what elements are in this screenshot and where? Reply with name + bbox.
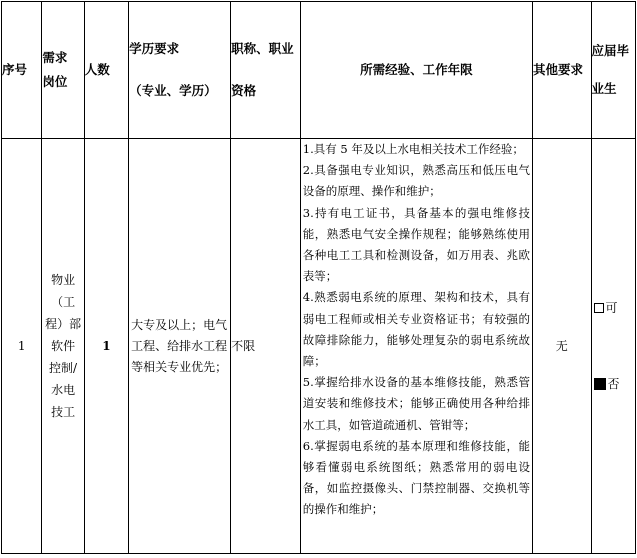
job-requirements-table — [1, 1, 636, 554]
header-count: 人数 — [84, 2, 128, 139]
graduate-option-no[interactable]: 否 — [592, 372, 635, 396]
row-position: 物业 （工 程）部 软件 控制/ 水电 技工 — [42, 139, 84, 554]
header-experience: 所需经验、工作年限 — [300, 2, 532, 139]
checkbox-unchecked-icon[interactable] — [594, 303, 604, 313]
row-graduate — [591, 139, 635, 554]
header-position: 需求 岗位 — [42, 2, 84, 139]
row-other: 无 — [532, 139, 591, 554]
row-count: 1 — [84, 139, 128, 554]
checkbox-checked-icon[interactable] — [594, 378, 606, 390]
experience-item: 4.熟悉弱电系统的原理、架构和技术，具有弱电工程师或相关专业资格证书；有较强的故障排除能力，能够处理复杂的弱电系统故障； — [302, 290, 530, 369]
header-other: 其他要求 — [532, 2, 591, 139]
header-education: 学历要求 （专业、学历） — [129, 2, 231, 139]
header-graduate: 应届毕 业生 — [591, 2, 635, 139]
row-experience — [300, 139, 532, 554]
header-seq: 序号 — [2, 2, 42, 139]
header-row — [2, 2, 636, 139]
row-title: 不限 — [231, 139, 301, 554]
table-row — [2, 139, 636, 554]
experience-item: 3.持有电工证书，具备基本的强电维修技能，熟悉电气安全操作规程；能够熟练使用各种电工工具和检测设备，如万用表、兆欧表等； — [302, 205, 530, 284]
row-seq: 1 — [2, 139, 42, 554]
header-title: 职称、职业 资格 — [231, 2, 301, 139]
experience-item: 5.掌握给排水设备的基本维修技能，熟悉管道安装和维修技术；能够正确使用各种给排水工具，如管道疏通机、管钳等； — [302, 375, 530, 432]
experience-item: 2.具备强电专业知识，熟悉高压和低压电气设备的原理、操作和维护； — [302, 163, 530, 199]
experience-item: 6.掌握弱电系统的基本原理和维修技能，能够看懂弱电系统图纸；熟悉常用的弱电设备，如监控摄像头、门禁控制器、交换机等的操作和维护； — [302, 438, 530, 517]
experience-item: 1.具有 5 年及以上水电相关技术工作经验； — [302, 142, 524, 156]
row-education: 大专及以上；电气工程、给排水工程等相关专业优先； — [129, 139, 231, 554]
graduate-option-yes[interactable]: 可 — [592, 296, 635, 320]
